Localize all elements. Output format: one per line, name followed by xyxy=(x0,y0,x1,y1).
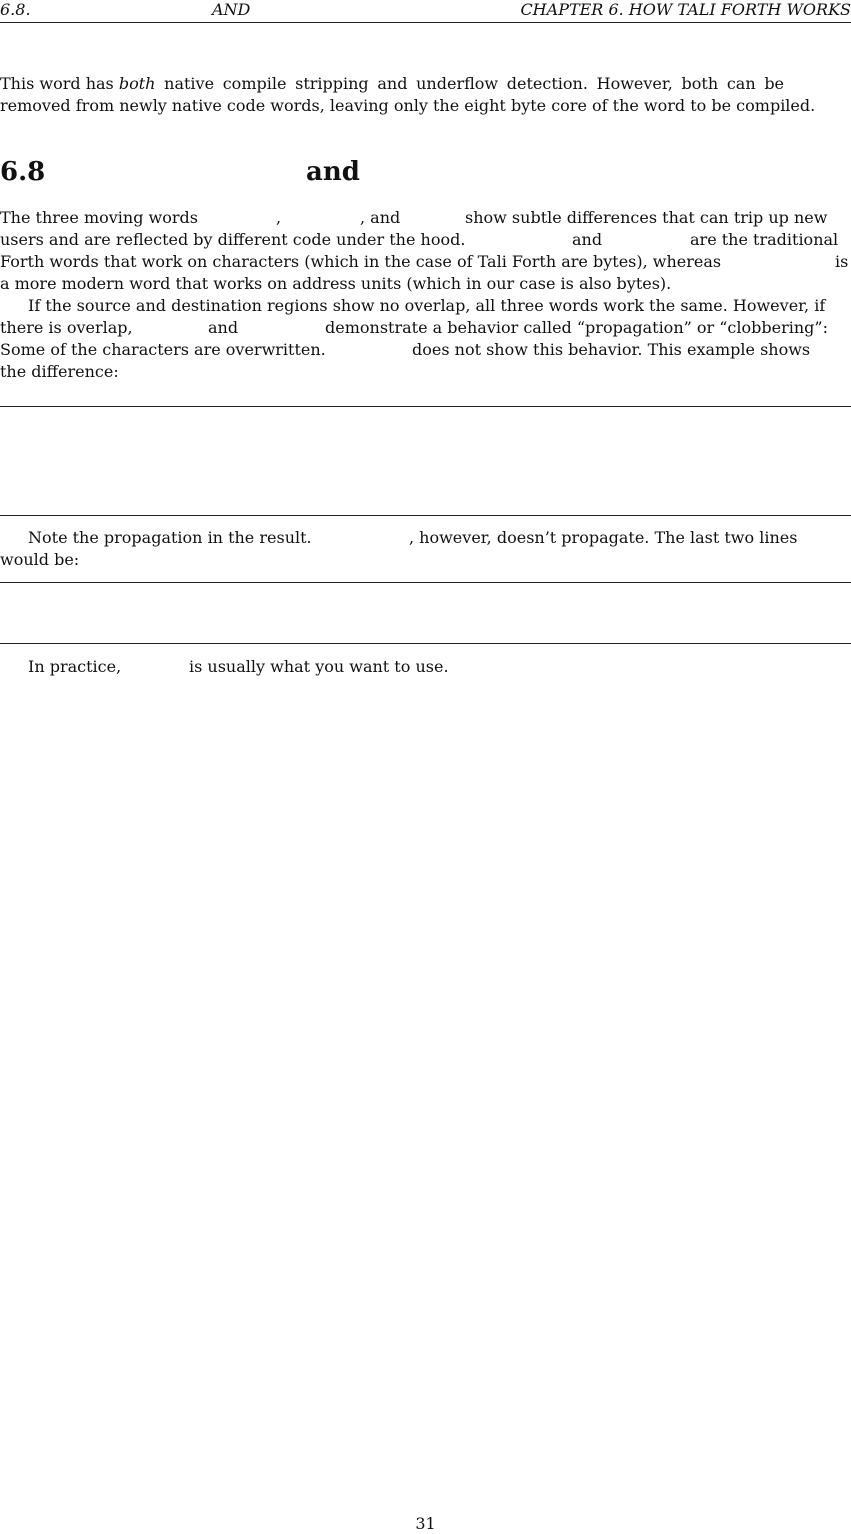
header-section-number: 6.8. xyxy=(0,0,31,19)
para2-text: If the source and destination regions show no overlap, all three words work the same. However, if xyxy=(28,296,826,315)
para1-text: and xyxy=(572,230,603,249)
para2-text: and xyxy=(208,318,239,337)
para1-text: users and are reflected by different code under the hood. xyxy=(0,230,466,249)
para3-text: would be: xyxy=(0,550,80,569)
para3-text: Note the propagation in the result. xyxy=(28,528,312,547)
code-block-bottom-rule xyxy=(0,643,851,644)
para1-text: , and xyxy=(360,208,401,227)
para2-text: demonstrate a behavior called “propagation” or “clobbering”: xyxy=(325,318,828,337)
para2-text: does not show this behavior. This example shows xyxy=(412,340,811,359)
code-block-bottom-rule xyxy=(0,515,851,516)
para2-text: the difference: xyxy=(0,362,119,381)
para1-text: a more modern word that works on address units (which in our case is also bytes). xyxy=(0,274,672,293)
running-header xyxy=(0,0,851,22)
page-number: 31 xyxy=(415,1514,436,1533)
intro-text: native compile stripping and underflow detection. However, both can be xyxy=(155,74,785,93)
para1-text: , xyxy=(276,208,282,227)
para1-text: are the traditional xyxy=(690,230,839,249)
para4-text: In practice, xyxy=(28,657,122,676)
header-chapter-title: CHAPTER 6. HOW TALI FORTH WORKS xyxy=(520,0,851,19)
section-title-word: and xyxy=(306,157,360,187)
intro-line-1 xyxy=(0,73,784,95)
para1-text: show subtle differences that can trip up new xyxy=(465,208,828,227)
code-block-top-rule xyxy=(0,582,851,583)
para1-text: The three moving words xyxy=(0,208,198,227)
para4-text: is usually what you want to use. xyxy=(189,657,449,676)
para3-text: , however, doesn’t propagate. The last two lines xyxy=(409,528,798,547)
para1-text: is xyxy=(835,252,849,271)
header-section-title: AND xyxy=(212,0,251,19)
section-number: 6.8 xyxy=(0,157,46,187)
intro-text: This word has xyxy=(0,74,119,93)
code-block-top-rule xyxy=(0,406,851,407)
para2-text: Some of the characters are overwritten. xyxy=(0,340,326,359)
para1-text: Forth words that work on characters (which in the case of Tali Forth are bytes), whereas xyxy=(0,252,722,271)
emphasis-both: both xyxy=(118,74,156,93)
header-rule xyxy=(0,22,851,23)
intro-line-2: removed from newly native code words, leaving only the eight byte core of the word to be compiled. xyxy=(0,96,816,115)
para2-text: there is overlap, xyxy=(0,318,133,337)
